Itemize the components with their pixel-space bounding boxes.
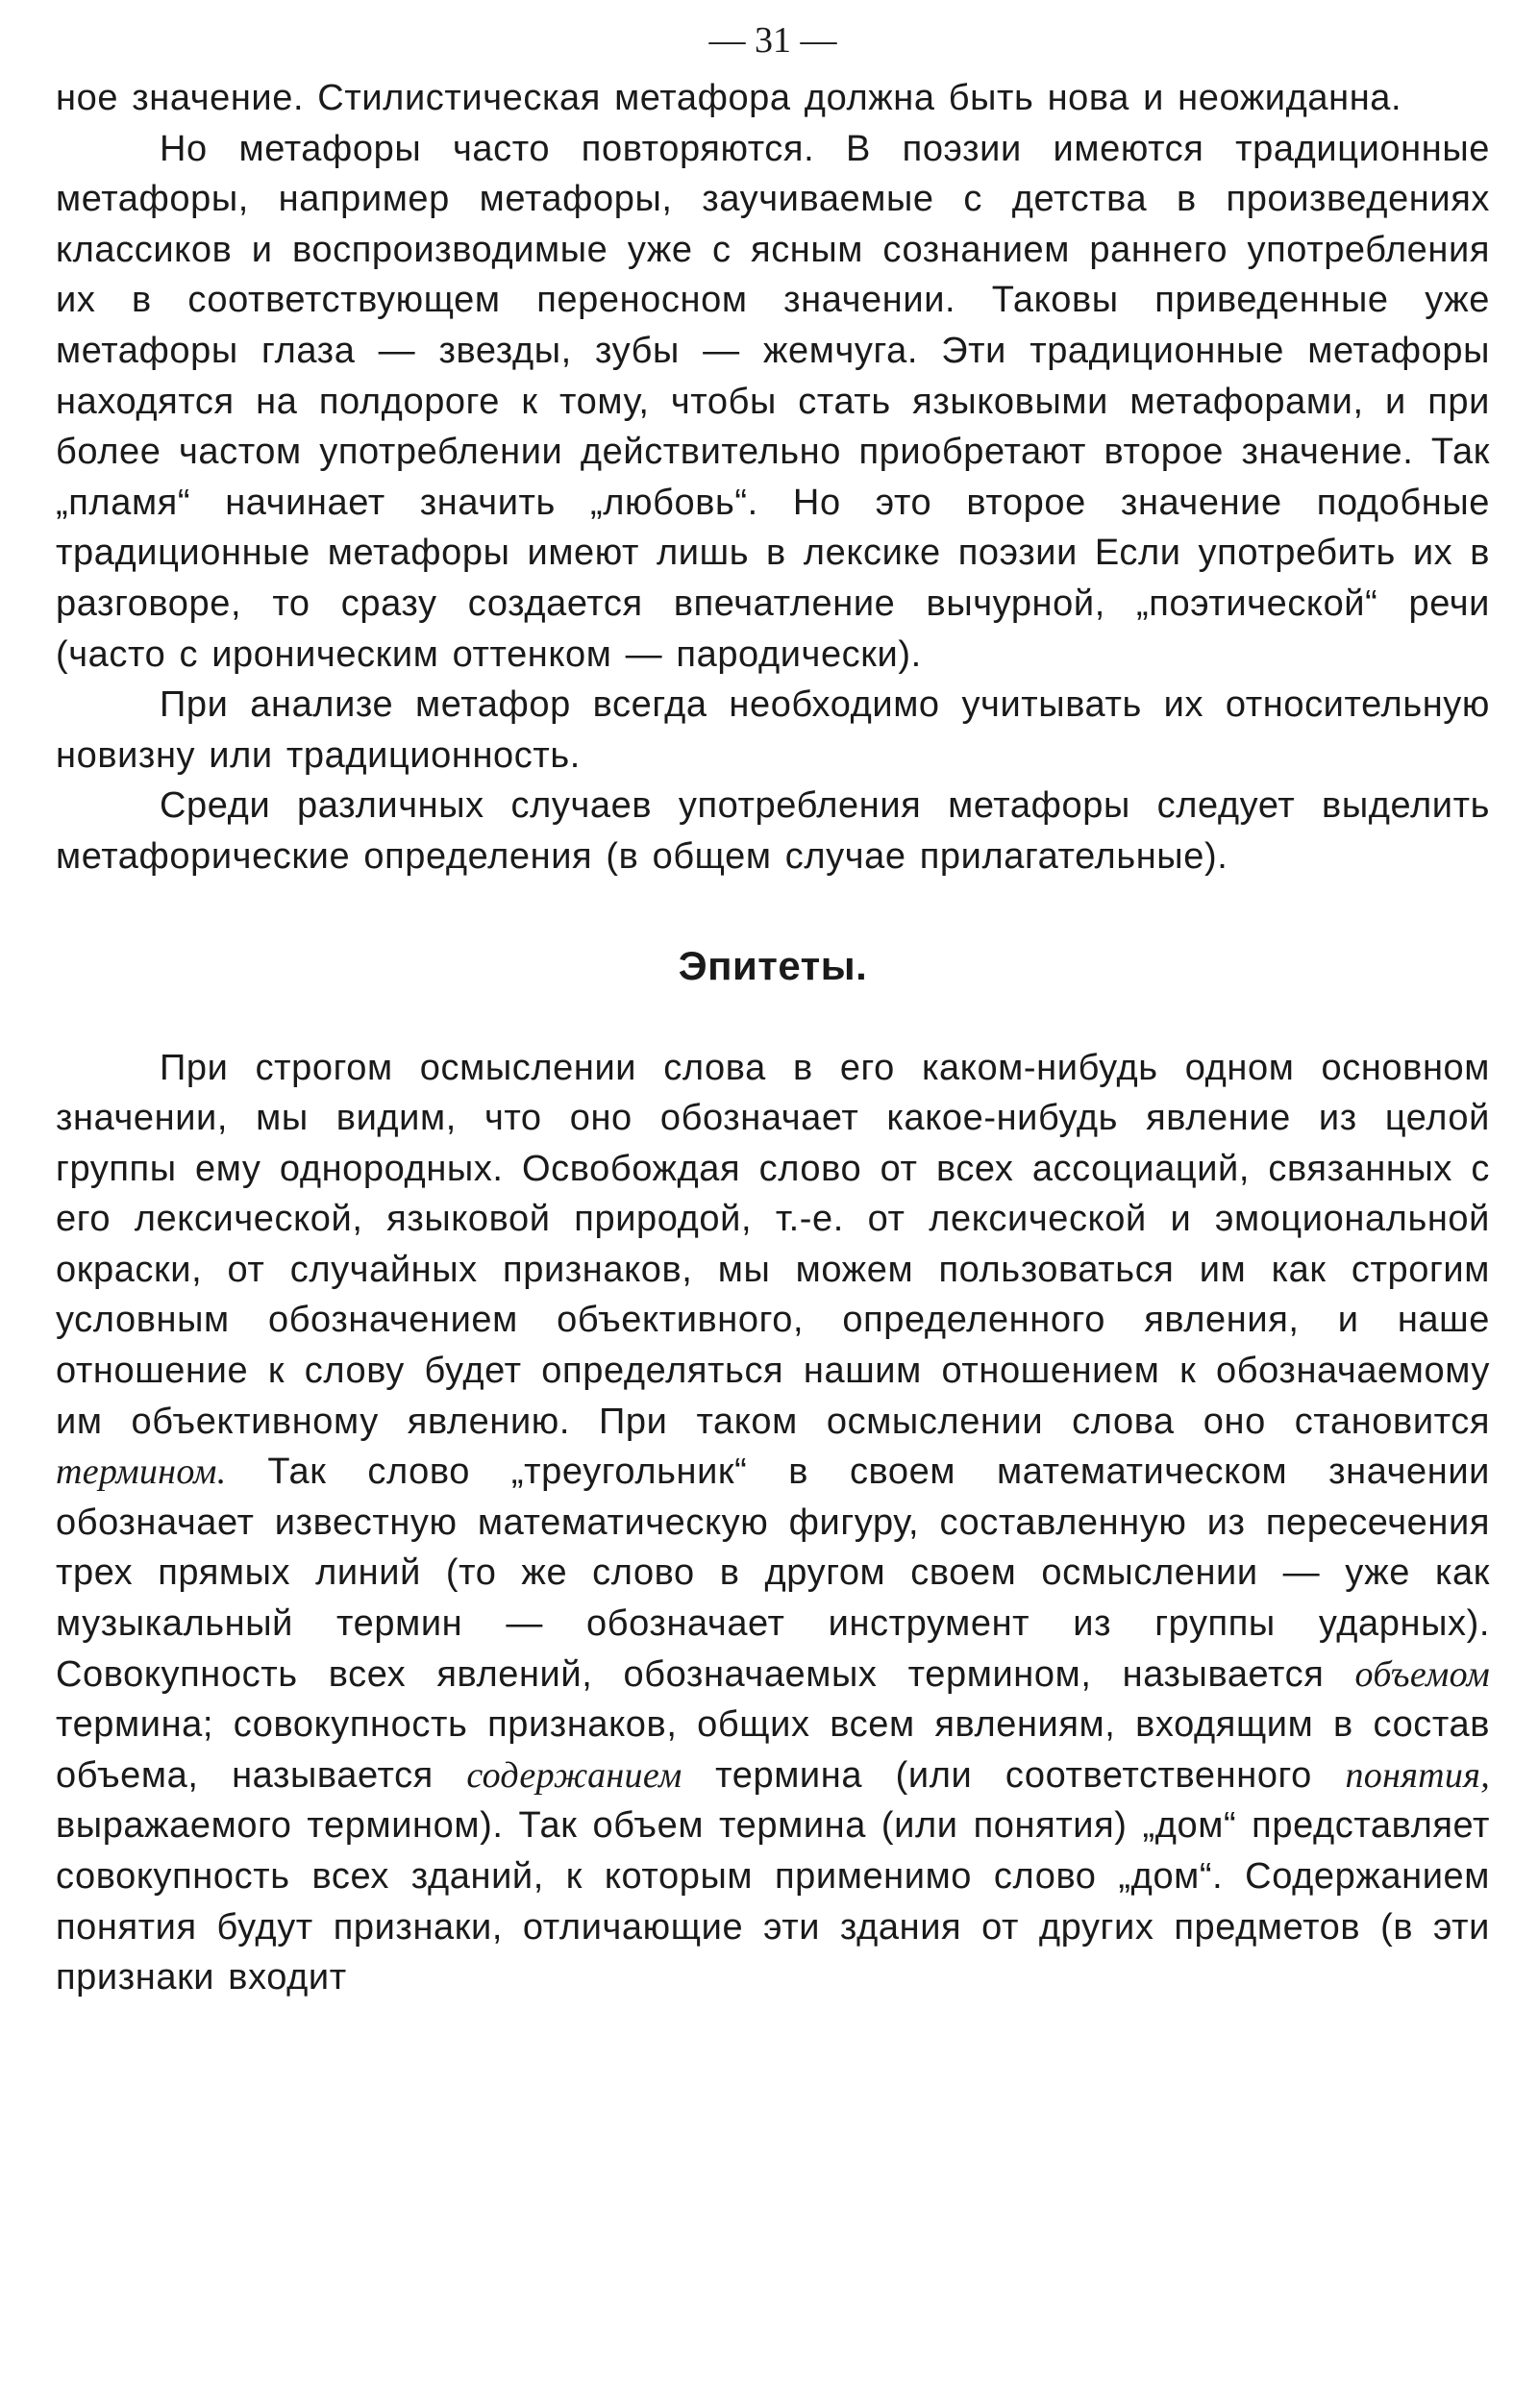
emphasis-term: термином. [56, 1452, 227, 1493]
section-title: Эпитеты. [678, 942, 868, 988]
paragraph-continuation: ное значение. Стилистическая метафора должна быть нова и неожиданна. [56, 78, 1402, 118]
emphasis-volume: объемом [1354, 1653, 1490, 1695]
text-run: выражаемого термином). Так объем термина (или понятия) „дом“ представляет совокупность всех зданий, к которым применимо слово „дом“. Содержанием понятия будут признаки, отличающие эти здания от других предметов (в эти признаки входит [56, 1805, 1490, 1998]
text-run: Так слово „треугольник“ в своем математическом значении обозначает известную математическую фигуру, составленную из пересечения трех прямых линий (то же слово в другом своем осмыслении — уже как музыкальный термин — обозначает инструмент из группы ударных). Совокупность всех явлений, обозначаемых термином, называется [56, 1452, 1490, 1695]
paragraph-epithets [56, 1043, 1490, 2003]
emphasis-content: содержанием [466, 1754, 682, 1796]
text-run: термина; совокупность признаков, общих всем явлениям, входящим в состав объема, называется [56, 1704, 1490, 1796]
paragraph-metaphoric-definitions: Среди различных случаев употребления метафоры следует выделить метафорические определения (в общем случае прилагательные). [56, 785, 1490, 877]
paragraph-analysis: При анализе метафор всегда необходимо учитывать их относительную новизну или традиционность. [56, 684, 1490, 776]
page-number: — 31 — [708, 20, 837, 61]
paragraph-traditional-metaphors: Но метафоры часто повторяются. В поэзии имеются традиционные метафоры, например метафоры, заучиваемые с детства в произведениях классиков и воспроизводимые уже с ясным сознанием раннего употребления их в соответствующем переносном значении. Таковы приведенные уже метафоры глаза — звезды, зубы — жемчуга. Эти традиционные метафоры находятся на полдороге к тому, чтобы стать языковыми метафорами, и при более частом употреблении действительно приобретают второе значение. Так „пламя“ начинает значить „любовь“. Но это второе значение подобные традиционные метафоры имеют лишь в лексике поэзии Если употребить их в разговоре, то сразу создается впечатление вычурной, „поэтической“ речи (часто с ироническим оттенком — пародически). [56, 128, 1490, 675]
text-run: термина (или соответственного [682, 1754, 1346, 1796]
body-text [56, 73, 1490, 2003]
emphasis-concept: понятия, [1345, 1754, 1490, 1796]
text-run: При строгом осмыслении слова в его каком-нибудь одном основном значении, мы видим, что оно обозначает какое-нибудь явление из целой группы ему однородных. Освобождая слово от всех ассоциаций, связанных с его лексической, языковой природой, т.-е. от лексической и эмоциональной окраски, от случайных признаков, мы можем пользоваться им как строгим условным обозначением объективного, определенного явления, и наше отношение к слову будет определяться нашим отношением к обозначаемому им объективному явлению. При таком осмыслении слова оно становится [56, 1047, 1490, 1442]
